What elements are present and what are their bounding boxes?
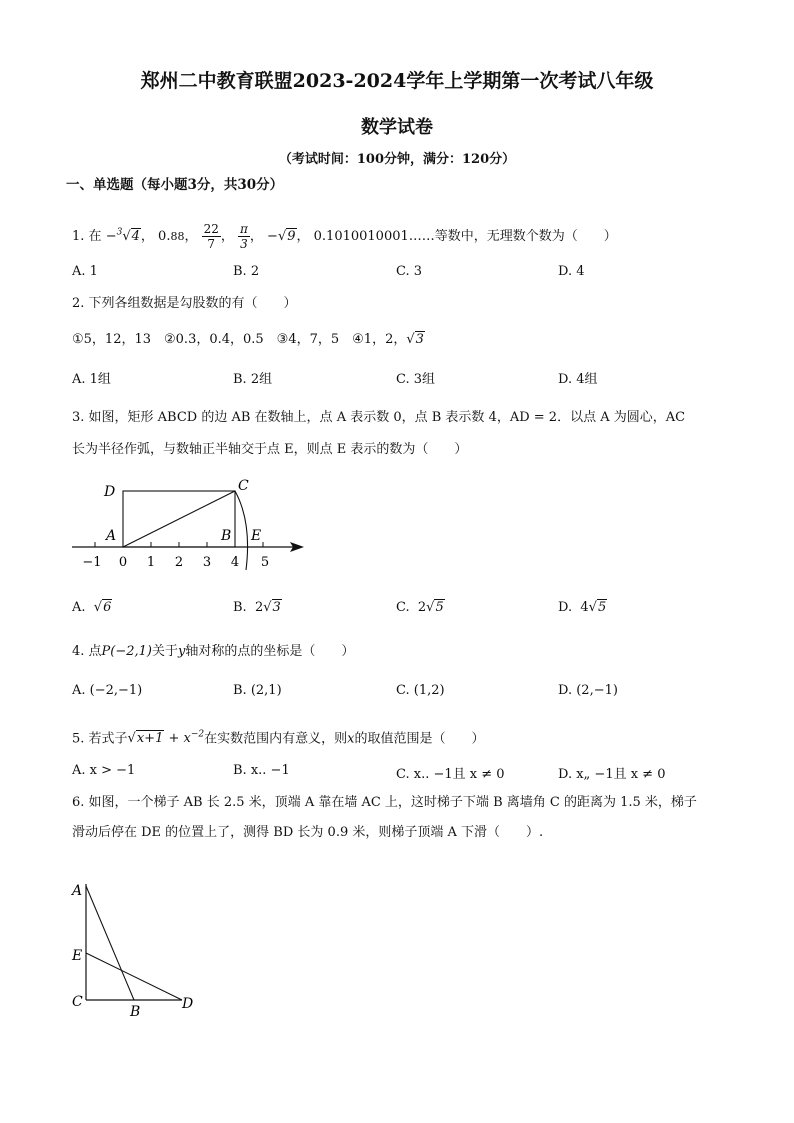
q5-option-c: C. x.. −1且 x ≠ 0 [396,767,505,782]
label-c: C [238,478,249,494]
q1-lead: 1. 在 [72,229,102,244]
tick-label: 4 [230,555,240,570]
number-line-ticks [95,542,263,547]
q3-option-a: A. √6 [72,600,112,615]
q1-tail-number: 0.1010010001…… [313,229,435,244]
q4-option-a: A. (−2,−1) [72,683,143,698]
label-d: D [104,484,116,500]
q4-option-d: D. (2,−1) [558,683,618,698]
q1-neg-sqrt: −√9 [267,229,296,244]
tick-label: 5 [260,555,270,570]
tick-label: −1 [82,555,102,570]
q1-decimal: 0.88 [158,229,185,244]
q3-option-b: B. 2√3 [233,600,281,615]
exam-title: 郑州二中教育联盟2023-2024学年上学期第一次考试八年级 [140,70,654,92]
section-heading: 一、单选题（每小题3分，共30分） [66,177,284,193]
q3-option-d: D. 4√5 [558,600,607,615]
label-c: C [72,994,83,1010]
question-2: 2. 下列各组数据是勾股数的有（ ） [72,296,297,311]
label-a: A [106,528,117,544]
label-e: E [72,948,83,964]
q5-option-b: B. x.. −1 [233,763,290,778]
q2-option-b: B. 2组 [233,372,273,387]
q4-option-c: C. (1,2) [396,683,445,698]
label-b: B [130,1004,141,1020]
q1-option-a: A. 1 [72,264,98,279]
tick-label: 0 [118,555,128,570]
label-d: D [182,996,194,1012]
q5-option-a: A. x > −1 [72,763,136,778]
tick-label: 3 [202,555,212,570]
question-3-line-1: 3. 如图，矩形 ABCD 的边 AB 在数轴上，点 A 表示数 0，点 B 表示数 4，AD = 2．以点 A 为圆心，AC [72,410,686,425]
diagonal-ac [123,491,235,547]
q2-option-a: A. 1组 [72,372,111,387]
label-e: E [251,528,262,544]
q2-option-d: D. 4组 [558,372,598,387]
q6-figure [64,876,214,1021]
q2-groups: ①5，12，13 ②0.3，0.4，0.5 ③4，7，5 ④1，2，√3 [72,332,424,347]
tick-label: 2 [174,555,184,570]
question-1: 1. 在 −$^3$√4， 0.88， $\frac{22}{7}$ ， $\frac{\pi}{3}$ ， −√9， 0.1010010001……等数中，无理数个数为（ ） [72,222,617,251]
question-5: 5. 若式子$√x+1 + x^{-2}$在实数范围内有意义，则x的取值范围是（ ） [72,730,485,747]
question-6-line-1: 6. 如图，一个梯子 AB 长 2.5 米，顶端 A 靠在墙 AC 上，这时梯子下端 B 离墙角 C 的距离为 1.5 米，梯子 [72,795,697,810]
label-a: A [72,883,83,899]
q1-option-d: D. 4 [558,264,585,279]
q1-frac-22-7: $\frac{22}{7}$ [203,222,219,251]
subject-title: 数学试卷 [361,117,433,138]
q1-tail-text: 等数中，无理数个数为（ ） [434,229,617,244]
q1-option-c: C. 3 [396,264,423,279]
ladder-de [86,953,182,1000]
tick-labels [82,555,269,570]
q3-figure [66,474,316,574]
question-4: 4. 点P(−2,1)关于y轴对称的点的坐标是（ ） [72,644,355,659]
q2-option-c: C. 3组 [396,372,436,387]
q1-frac-pi-3: $\frac{\pi}{3}$ [240,222,248,251]
ladder-ab [86,886,134,1000]
q5-option-d: D. x„ −1且 x ≠ 0 [558,767,666,782]
q4-option-b: B. (2,1) [233,683,282,698]
label-b: B [221,528,232,544]
q3-option-c: C. 2√5 [396,600,444,615]
question-3-line-2: 长为半径作弧，与数轴正半轴交于点 E，则点 E 表示的数为（ ） [72,442,468,457]
q1-option-b: B. 2 [233,264,260,279]
tick-label: 1 [146,555,156,570]
question-6-line-2: 滑动后停在 DE 的位置上了，测得 BD 长为 0.9 米，则梯子顶端 A 下滑（ ）. [72,825,544,840]
exam-info: （考试时间：100分钟，满分：120分） [278,152,516,167]
q1-neg-cbrt: −$^3$√4 [105,227,140,244]
